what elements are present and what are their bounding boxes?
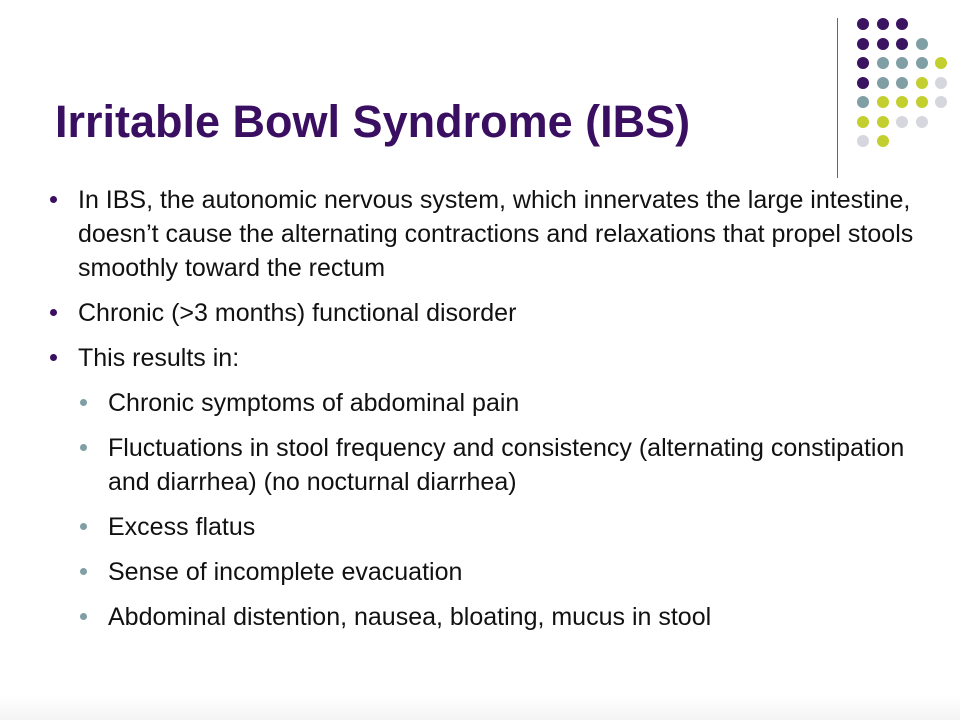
decorative-dot <box>877 77 889 89</box>
decorative-dot <box>916 38 928 50</box>
title-divider-line <box>837 18 838 178</box>
decorative-dot <box>877 38 889 50</box>
bullet-text: This results in: <box>78 344 240 372</box>
sub-bullet-marker <box>80 444 87 451</box>
decorative-dot <box>916 57 928 69</box>
decorative-dot <box>857 77 869 89</box>
sub-bullet-marker <box>80 399 87 406</box>
decorative-dot <box>935 96 947 108</box>
decorative-dot <box>857 135 869 147</box>
sub-bullet-marker <box>80 613 87 620</box>
decorative-dot <box>877 57 889 69</box>
bullet-item <box>50 341 920 375</box>
decorative-dot <box>916 96 928 108</box>
slide-content <box>50 183 920 645</box>
bullet-text: Chronic (>3 months) functional disorder <box>78 299 517 327</box>
sub-bullet-item <box>80 386 920 420</box>
sub-bullet-item <box>80 431 920 499</box>
decorative-dot <box>877 96 889 108</box>
decorative-dot <box>877 116 889 128</box>
sub-bullet-marker <box>80 568 87 575</box>
decorative-dot <box>896 38 908 50</box>
decorative-dot <box>896 77 908 89</box>
sub-bullet-text: Excess flatus <box>108 513 256 541</box>
sub-bullet-text: Fluctuations in stool frequency and consistency (alternating constipation and diarrhea) (no nocturnal diarrhea) <box>108 434 905 496</box>
decorative-dot <box>877 18 889 30</box>
bullet-item <box>50 296 920 330</box>
decorative-dot <box>857 116 869 128</box>
decorative-dot <box>916 116 928 128</box>
decorative-dot <box>857 57 869 69</box>
sub-bullet-text: Sense of incomplete evacuation <box>108 558 463 586</box>
sub-bullet-text: Abdominal distention, nausea, bloating, mucus in stool <box>108 603 712 631</box>
decorative-dot <box>857 38 869 50</box>
sub-bullet-marker <box>80 523 87 530</box>
decorative-dot <box>935 57 947 69</box>
decorative-dot <box>857 18 869 30</box>
decorative-dot <box>857 96 869 108</box>
decorative-dot <box>896 96 908 108</box>
bullet-marker <box>50 354 57 361</box>
slide-title: Irritable Bowl Syndrome (IBS) <box>55 96 691 147</box>
decorative-dot <box>935 77 947 89</box>
decorative-dot <box>896 57 908 69</box>
sub-bullet-text: Chronic symptoms of abdominal pain <box>108 389 520 417</box>
sub-bullet-item <box>80 510 920 544</box>
bullet-marker <box>50 309 57 316</box>
bullet-item <box>50 183 920 285</box>
bullet-marker <box>50 196 57 203</box>
bullet-text: In IBS, the autonomic nervous system, which innervates the large intestine, doesn’t cause the alternating contractions and relaxations that propel stools smoothly toward the rectum <box>78 186 914 282</box>
decorative-dot <box>877 135 889 147</box>
decorative-dot <box>896 116 908 128</box>
sub-bullet-item <box>80 600 920 634</box>
decorative-dot <box>916 77 928 89</box>
sub-bullet-item <box>80 555 920 589</box>
decorative-dot <box>896 18 908 30</box>
bottom-shadow-band <box>0 696 960 720</box>
